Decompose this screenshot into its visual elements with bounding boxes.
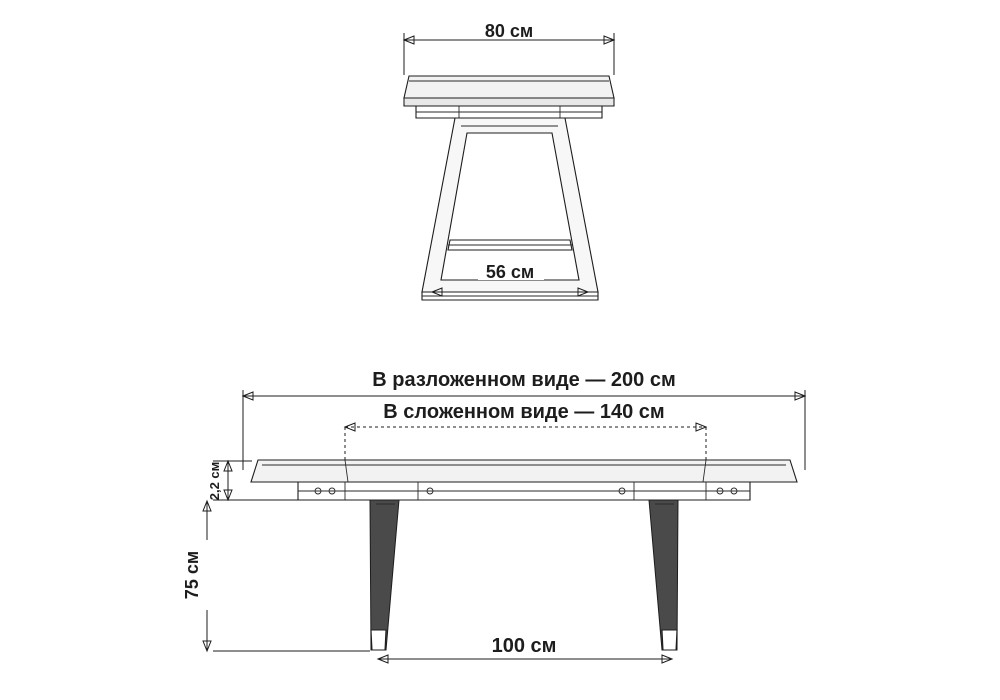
label-width-top: 80 см — [484, 21, 534, 41]
left-leg — [370, 500, 399, 650]
table-apron — [298, 482, 750, 500]
label-unfolded: В разложенном виде — 200 см — [372, 369, 676, 391]
dimension-folded — [345, 400, 706, 462]
top-view-group — [404, 21, 614, 300]
label-base-length: 100 см — [491, 635, 557, 657]
label-folded: В сложенном виде — 140 см — [383, 401, 665, 423]
right-leg — [649, 500, 678, 650]
table-top-front — [251, 460, 797, 482]
label-thickness: 2,2 см — [207, 461, 222, 501]
under-top-rail — [416, 106, 602, 118]
dimension-height — [182, 501, 370, 651]
label-base-width: 56 см — [485, 262, 535, 282]
dimension-base-length — [378, 634, 672, 663]
label-height: 75 см — [182, 550, 202, 600]
table-top-profile — [404, 76, 614, 106]
front-view-group — [182, 368, 805, 663]
